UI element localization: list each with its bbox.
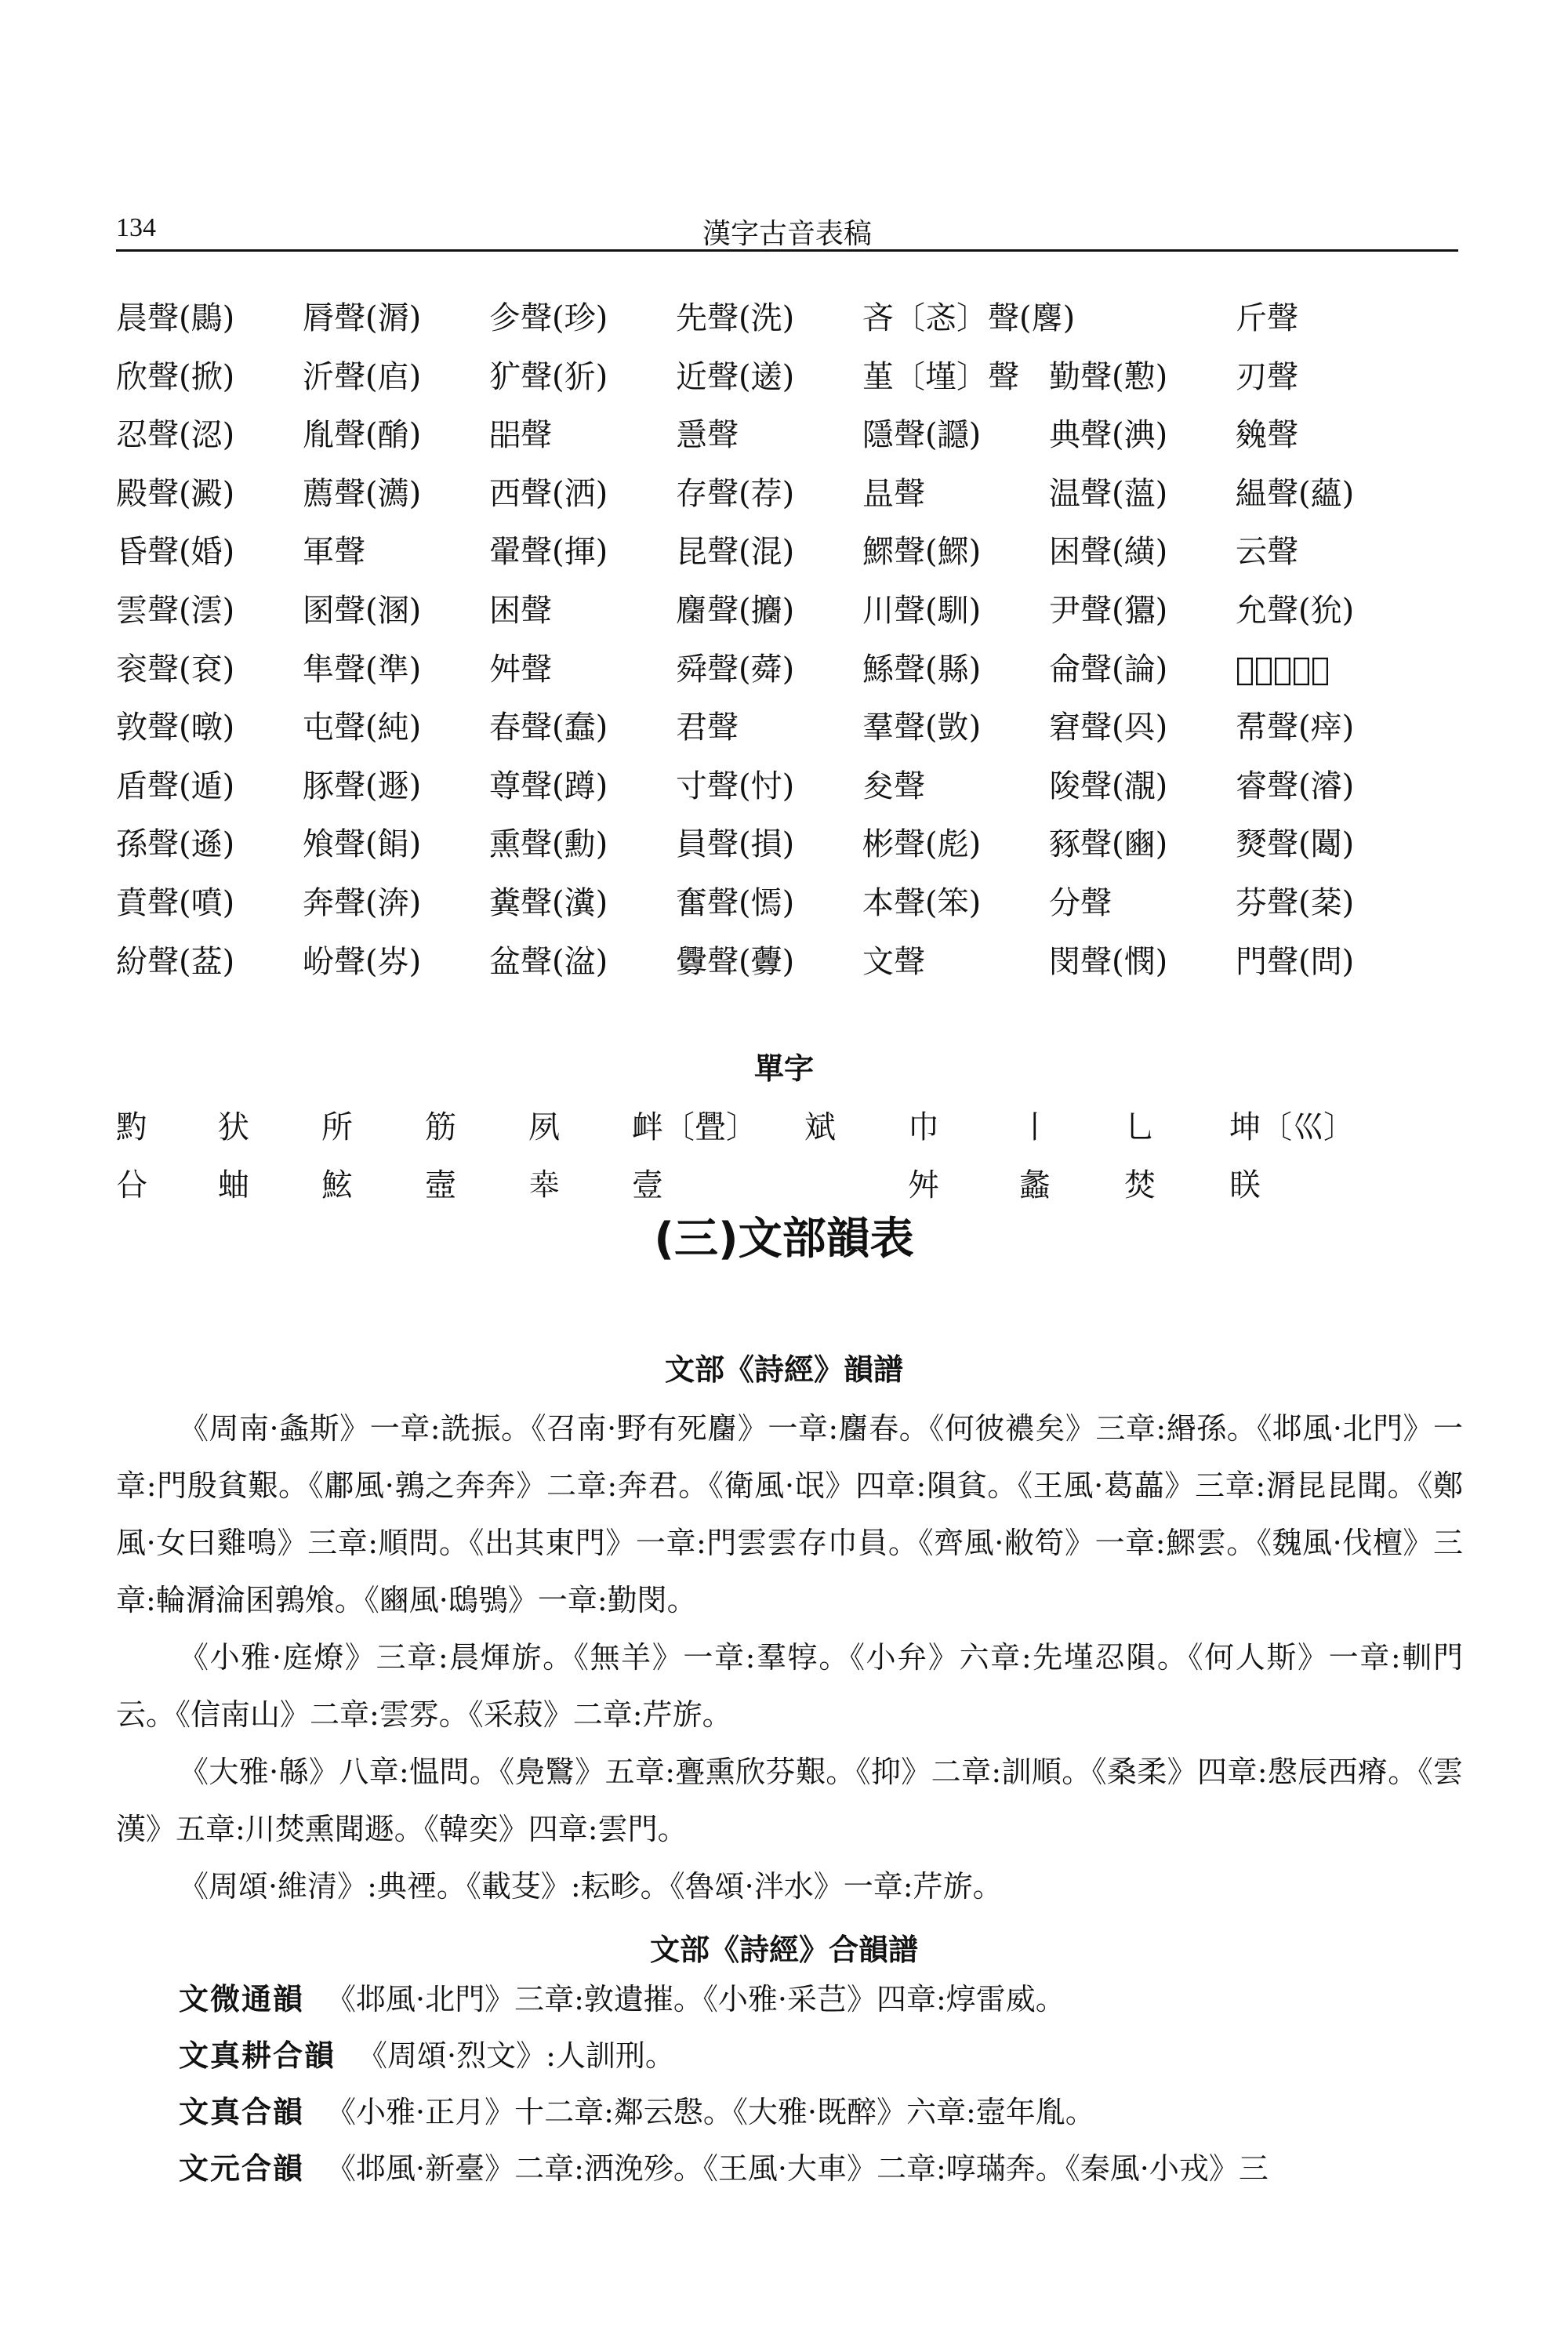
heyun-row [179,2147,1480,2194]
sheng-cell: 典聲(淟) [1049,417,1168,454]
sheng-cell: 尹聲(㺧) [1049,592,1168,629]
sheng-cell: 西聲(洒) [489,475,608,512]
sheng-cell: 胤聲(酳) [303,417,422,454]
sheng-cell: 刃聲 [1236,358,1298,395]
danzi-char: 犾 [218,1109,249,1145]
sheng-cell: 困聲(䌙) [1049,534,1168,571]
sheng-cell: 睿聲(濬) [1236,768,1355,804]
sheng-cell: 門聲(問) [1236,943,1355,980]
sheng-cell: 鯀聲(縣) [862,651,982,688]
sheng-cell: 允聲(狁) [1236,592,1355,629]
sheng-row [116,940,1480,999]
heyun-row [179,2090,1480,2137]
heyun-label: 文真耕合韻 [179,2038,336,2073]
danzi-char: 㕣 [116,1167,147,1203]
danzi-char: 蚰 [218,1167,249,1203]
sheng-row [116,296,1480,355]
section-title: (三)文部韻表 [654,1214,914,1265]
sheng-row [116,413,1480,472]
sheng-cell: 云聲 [1236,534,1298,571]
sheng-cell: 先聲(洗) [676,300,795,336]
sheng-row [116,355,1480,414]
yunpu-heading: 文部《詩經》韻譜 [664,1352,903,1387]
heyun-heading: 文部《詩經》合韻譜 [649,1933,918,1967]
sheng-cell: 飧聲(䬼) [303,826,422,863]
sheng-row [116,881,1480,940]
sheng-row [116,822,1480,881]
danzi-char: 舛 [908,1167,939,1203]
sheng-cell: 奔聲(渀) [303,884,422,921]
sheng-cell: 麕聲(攟) [676,592,795,629]
danzi-char: 所 [321,1109,353,1145]
sheng-cell: 薦聲(瀳) [303,475,422,512]
sheng-cell: 帬聲(㾕) [1236,710,1355,746]
heyun-row [179,2034,1480,2081]
sheng-cell: 君聲 [676,710,739,746]
sheng-cell: 孫聲(遜) [116,826,235,863]
danzi-char: 鮌 [321,1167,353,1203]
sheng-cell: 閔聲(憫) [1049,943,1168,980]
page-number: 134 [116,213,156,242]
sheng-cell: 盆聲(湓) [489,943,608,980]
yunpu-paragraph-3: 《大雅·緜》八章:愠問。《鳧鷖》五章:亹熏欣芬艱。《抑》二章:訓順。《桑柔》四章:慇辰西瘠。《雲漢》五章:川焚熏聞遯。《韓奕》四章:雲門。 [116,1755,1463,1846]
sheng-cell: 勤聲(懃) [1049,358,1168,395]
sheng-cell: 川聲(馴) [862,592,982,629]
sheng-cell: 㐱聲(珍) [489,300,608,336]
danzi-char: 蠡 [1019,1167,1051,1203]
sheng-cell: 堇〔墐〕聲 [862,358,1019,395]
sheng-cell: 吝〔忞〕聲(麐) [862,300,1076,336]
yunpu-paragraph-2: 《小雅·庭燎》三章:晨煇旂。《無羊》一章:羣犉。《小弁》六章:先墐忍隕。《何人斯》一章:䡅門云。《信南山》二章:雲雰。《采菽》二章:芹旂。 [116,1640,1463,1732]
sheng-cell: 緼聲(蘊) [1236,475,1355,512]
sheng-cell: 㕙聲 [1236,417,1298,454]
sheng-cell: 脣聲(漘) [303,300,422,336]
sheng-cell: 彬聲(彪) [862,826,982,863]
danzi-row [116,1163,1480,1210]
danzi-char: 丨 [1019,1109,1051,1145]
danzi-char: 𠦪 [528,1167,560,1203]
sheng-cell: 夋聲 [862,768,925,804]
danzi-char: 焚 [1124,1167,1156,1203]
sheng-cell: 存聲(荐) [676,475,795,512]
sheng-row [116,530,1480,589]
sheng-cell: 沂聲(㢂) [303,358,422,395]
danzi-char: 壼 [425,1167,456,1203]
sheng-table [116,296,1480,998]
danzi-char: 乚 [1124,1109,1156,1145]
sheng-cell: 犷聲(㹞) [489,358,608,395]
sheng-cell: 寸聲(忖) [676,768,795,804]
yunpu-paragraph-4: 《周頌·維清》:典禋。《載芟》:耘畛。《魯頌·泮水》一章:芹旂。 [179,1869,1003,1904]
sheng-cell: 窘聲(㒷) [1049,710,1168,746]
sheng-cell: 㥯聲 [676,417,739,454]
sheng-cell: 羣聲(敳) [862,710,982,746]
yunpu-paragraph-1: 《周南·螽斯》一章:詵振。《召南·野有死麕》一章:麕春。《何彼襛矣》三章:緡孫。《邶風·北門》一章:門殷貧艱。《鄘風·鶉之奔奔》二章:奔君。《衛風·氓》四章:隕貧。《王風·葛藟》三章:漘昆昆聞。《鄭風·女曰雞鳴》三章:順問。《出其東門》一章:門雲雲存巾員。《齊風·敝笱》一章:鰥雲。《魏風·伐檀》三章:輪漘淪囷鶉飧。《豳風·鴟鴞》一章:勤閔。 [116,1411,1463,1617]
heyun-text: 《邶風·北門》三章:敦遺摧。《小雅·采芑》四章:焞雷威。 [326,1982,1065,2016]
danzi-char: 坤〔巛〕 [1229,1109,1355,1145]
page-header [116,210,1458,252]
sheng-cell: 翬聲(揮) [489,534,608,571]
sheng-row [116,706,1480,764]
sheng-cell: 尊聲(蹲) [489,768,608,804]
sheng-cell: 𦎫〔享〕聲 [1236,651,1330,688]
sheng-cell: 敦聲(暾) [116,710,235,746]
sheng-cell: 員聲(損) [676,826,795,863]
sheng-cell: 侖聲(論) [1049,651,1168,688]
sheng-cell: 屯聲(純) [303,710,422,746]
sheng-cell: 晨聲(鷐) [116,300,235,336]
sheng-cell: 昆聲(混) [676,534,795,571]
sheng-cell: 忍聲(涊) [116,417,235,454]
sheng-cell: 雲聲(澐) [116,592,235,629]
danzi-heading: 單字 [753,1051,814,1086]
heyun-label: 文微通韻 [179,1982,305,2016]
sheng-cell: 斤聲 [1236,300,1298,336]
sheng-cell: 陖聲(㵾) [1049,768,1168,804]
sheng-cell: 分聲 [1049,884,1112,921]
sheng-cell: 賁聲(噴) [116,884,235,921]
sheng-cell: 舜聲(蕣) [676,651,795,688]
sheng-row [116,648,1480,706]
danzi-char: 巾 [908,1109,939,1145]
danzi-char: 䵠 [116,1109,147,1145]
heyun-text: 《周頌·烈文》:人訓刑。 [358,2038,675,2073]
danzi-char: 筋 [425,1109,456,1145]
danzi-char: 夙 [528,1109,560,1145]
book-title: 漢字古音表稿 [702,218,872,250]
sheng-cell: 隼聲(準) [303,651,422,688]
danzi-row [116,1105,1480,1152]
sheng-row [116,589,1480,648]
sheng-cell: 岎聲(㞣) [303,943,422,980]
sheng-cell: 昏聲(婚) [116,534,235,571]
sheng-cell: 殿聲(澱) [116,475,235,512]
sheng-cell: 衮聲(袞) [116,651,235,688]
danzi-char: 斌 [804,1109,836,1145]
sheng-cell: 熏聲(勳) [489,826,608,863]
sheng-row [116,764,1480,823]
sheng-cell: 隱聲(讔) [862,417,982,454]
sheng-cell: 豩聲(豳) [1049,826,1168,863]
sheng-cell: 奮聲(㥼) [676,884,795,921]
sheng-row [116,472,1480,531]
sheng-cell: 軍聲 [303,534,365,571]
heyun-text: 《邶風·新臺》二章:洒浼殄。《王風·大車》二章:啍璊奔。《秦風·小戎》三 [326,2151,1269,2186]
sheng-cell: 紛聲(葐) [116,943,235,980]
sheng-cell: 文聲 [862,943,925,980]
heyun-label: 文元合韻 [179,2151,305,2186]
sheng-cell: 芬聲(棻) [1236,884,1355,921]
sheng-cell: 豚聲(遯) [303,768,422,804]
sheng-cell: 釁聲(虋) [676,943,795,980]
sheng-cell: 舛聲 [489,651,552,688]
sheng-cell: 昷聲 [862,475,925,512]
sheng-cell: 糞聲(瀵) [489,884,608,921]
sheng-cell: 㗊聲 [489,417,552,454]
sheng-cell: 鰥聲(鰥) [862,534,982,571]
sheng-cell: 盾聲(遁) [116,768,235,804]
heyun-text: 《小雅·正月》十二章:鄰云慇。《大雅·既醉》六章:壼年胤。 [326,2095,1095,2129]
sheng-cell: 春聲(蠢) [489,710,608,746]
danzi-char: 眹 [1229,1167,1261,1203]
danzi-char: 衅〔舋〕 [632,1109,757,1145]
sheng-cell: 近聲(䢭) [676,358,795,395]
danzi-char: 壹 [632,1167,663,1203]
sheng-cell: 本聲(笨) [862,884,982,921]
sheng-cell: 欣聲(掀) [116,358,235,395]
sheng-cell: 温聲(薀) [1049,475,1168,512]
heyun-label: 文真合韻 [179,2095,305,2129]
heyun-row [179,1977,1480,2024]
sheng-cell: 圂聲(溷) [303,592,422,629]
sheng-cell: 困聲 [489,592,552,629]
sheng-cell: 燹聲(䦪) [1236,826,1355,863]
